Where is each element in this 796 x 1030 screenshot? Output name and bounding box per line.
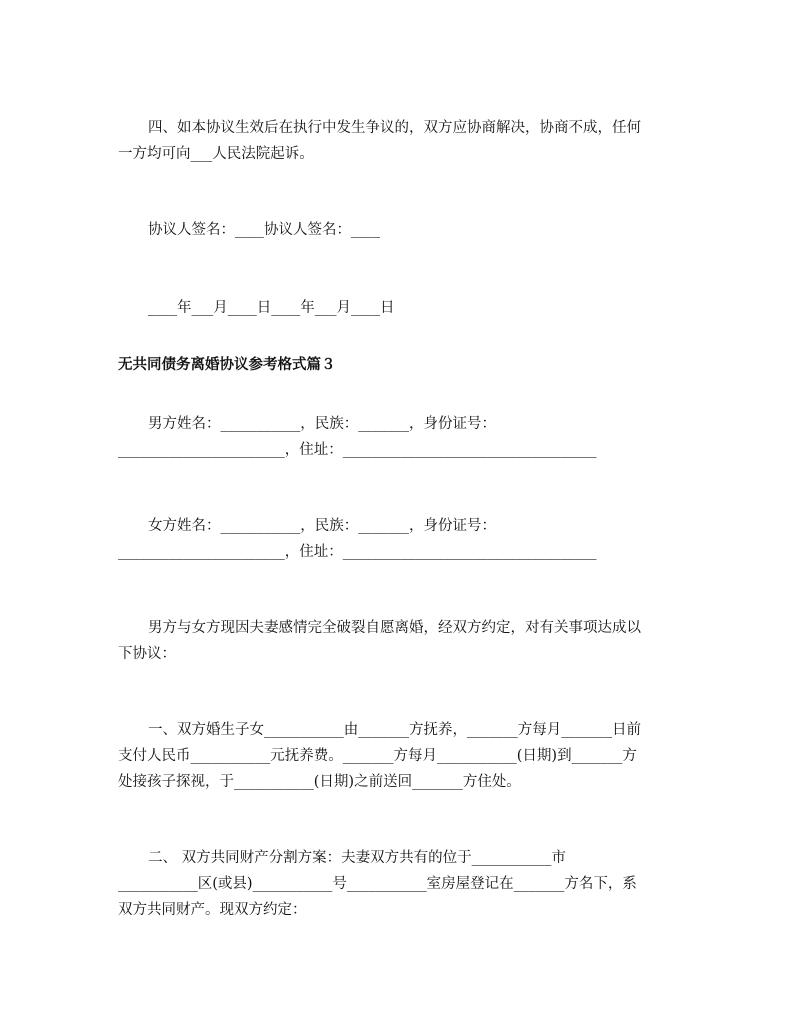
clause2-line3: 双方共同财产。现双方约定： [118,902,307,918]
female-info-line2: _______________________，住址：___________________________________ [118,544,597,560]
clause1-line1: 一、双方婚生子女___________由_______方抚养，_______方每月_______日前 [148,722,641,738]
section4-line2: 一方均可向___人民法院起诉。 [118,146,314,162]
section-heading: 无共同债务离婚协议参考格式篇３ [118,356,336,373]
date-line: ____年___月____日____年___月____日 [148,300,395,316]
signature-line: 协议人签名：____协议人签名：____ [148,222,380,238]
male-info-line2: _______________________，住址：___________________________________ [118,442,597,458]
section4-line1: 四、如本协议生效后在执行中发生争议的，双方应协商解决，协商不成，任何 [148,120,641,136]
female-info-line1: 女方姓名：___________，民族：_______，身份证号： [148,518,496,534]
male-info-line1: 男方姓名：___________，民族：_______，身份证号： [148,416,496,432]
preamble-line2: 下协议： [118,646,176,662]
clause2-line1: 二、 双方共同财产分割方案：夫妻双方共有的位于___________市 [148,850,566,866]
clause1-line2: 支付人民币___________元抚养费。_______方每月___________(日期)到_______方 [118,748,637,764]
preamble-line1: 男方与女方现因夫妻感情完全破裂自愿离婚，经双方约定，对有关事项达成以 [148,620,641,636]
clause1-line3: 处接孩子探视，于___________(日期)之前送回_______方住处。 [118,774,521,790]
clause2-line2: ___________区(或县)___________号___________室房屋登记在_______方名下，系 [118,876,637,892]
